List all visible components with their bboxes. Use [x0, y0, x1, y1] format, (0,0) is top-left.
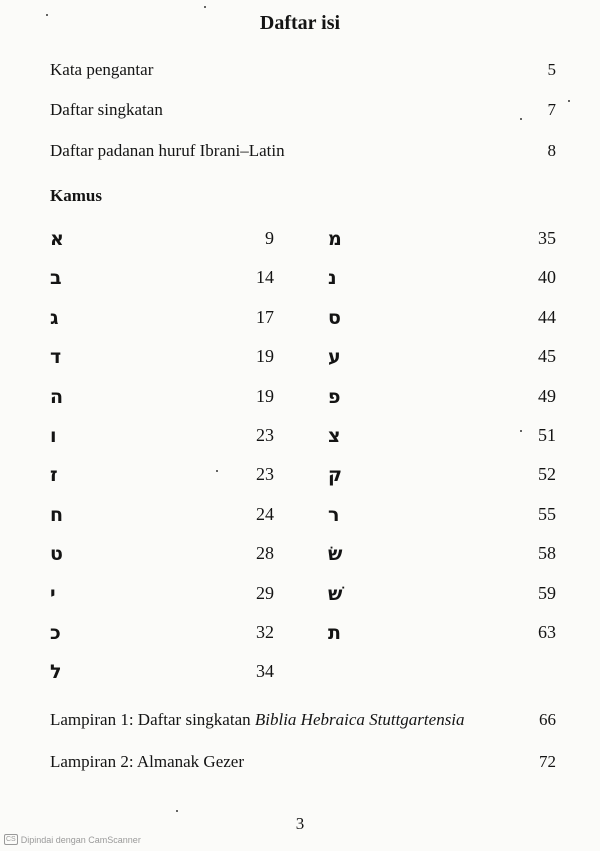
entry-page-number: 7 [547, 100, 556, 119]
kamus-row [0, 267, 600, 291]
letter-page-number: 24 [256, 503, 274, 524]
letter-page-number: 40 [538, 267, 556, 288]
kamus-row [0, 622, 600, 646]
scan-speck [520, 118, 522, 120]
kamus-row [0, 346, 600, 370]
kamus-row [0, 228, 600, 252]
kamus-row [0, 661, 600, 685]
entry-label [50, 710, 465, 730]
kamus-row [0, 307, 600, 331]
entry-page-number: 66 [539, 710, 556, 729]
letter-page-number: 58 [538, 543, 556, 564]
hebrew-letter: ס [328, 306, 341, 329]
scanner-watermark [4, 834, 141, 845]
hebrew-letter: ז [50, 464, 58, 487]
hebrew-letter: ת [328, 622, 341, 644]
letter-page-number: 17 [256, 306, 274, 327]
hebrew-letter: י [50, 582, 56, 605]
scan-speck [176, 810, 178, 812]
kamus-row [0, 504, 600, 528]
entry-page-number: 5 [547, 60, 556, 79]
kamus-row [0, 543, 600, 567]
hebrew-letter: ו [50, 425, 57, 447]
letter-page-number: 35 [538, 228, 556, 248]
kamus-heading: Kamus [50, 186, 102, 205]
scan-speck [46, 14, 48, 16]
hebrew-letter: ה [50, 385, 64, 408]
hebrew-letter: כ [50, 622, 61, 644]
letter-page-number: 49 [538, 385, 556, 406]
letter-page-number: 19 [256, 346, 274, 367]
letter-page-number: 51 [538, 425, 556, 445]
hebrew-letter: ד [50, 346, 62, 369]
camscanner-logo-icon: CS [6, 836, 16, 843]
letter-page-number: 59 [538, 582, 556, 603]
letter-page-number: 23 [256, 425, 274, 445]
entry-label-text: Lampiran 1: Daftar singkatan [50, 710, 255, 729]
letter-page-number: 32 [256, 622, 274, 642]
hebrew-letter: ק [328, 464, 342, 487]
entry-label-italic: Biblia Hebraica Stuttgartensia [254, 710, 465, 729]
entry-page-number: 8 [547, 141, 556, 160]
entry-label [50, 752, 244, 772]
hebrew-letter: ג [50, 306, 59, 329]
hebrew-letter: פ [328, 385, 341, 408]
hebrew-letter: מ [328, 228, 342, 250]
kamus-row [0, 425, 600, 449]
entry-label: Daftar singkatan [50, 100, 163, 119]
hebrew-letter: שׁ [328, 582, 343, 605]
letter-page-number: 45 [538, 346, 556, 367]
letter-page-number: 28 [256, 543, 274, 564]
page-number: 3 [295, 814, 305, 833]
entry-label: Daftar padanan huruf Ibrani–Latin [50, 141, 285, 160]
hebrew-letter: ט [50, 543, 63, 566]
letter-page-number: 63 [538, 622, 556, 642]
hebrew-letter: שׂ [328, 543, 343, 566]
letter-page-number: 34 [256, 661, 274, 682]
kamus-row [0, 386, 600, 410]
hebrew-letter: ר [328, 503, 340, 526]
letter-page-number: 9 [265, 228, 274, 248]
hebrew-letter: ע [328, 346, 341, 369]
entry-label-text: Lampiran 2: Almanak Gezer [50, 752, 245, 771]
entry-label: Kata pengantar [50, 60, 154, 79]
kamus-row [0, 583, 600, 607]
hebrew-letter: ל [50, 661, 62, 684]
kamus-row [0, 464, 600, 488]
entry-page-number: 72 [539, 752, 556, 771]
letter-page-number: 14 [256, 267, 274, 288]
letter-page-number: 52 [538, 464, 556, 485]
letter-page-number: 29 [256, 582, 274, 603]
scan-speck [568, 100, 570, 102]
scan-speck [216, 470, 218, 472]
watermark-text: Dipindai dengan CamScanner [20, 834, 141, 845]
scan-speck [204, 6, 206, 8]
page-title: Daftar isi [259, 12, 341, 34]
hebrew-letter: ב [50, 267, 62, 290]
letter-page-number: 19 [256, 385, 274, 406]
scan-speck [520, 430, 522, 432]
letter-page-number: 23 [256, 464, 274, 485]
hebrew-letter: א [50, 228, 64, 250]
hebrew-letter: נ [328, 267, 337, 290]
hebrew-letter: ח [50, 503, 64, 526]
letter-page-number: 44 [538, 306, 556, 327]
letter-page-number: 55 [538, 503, 556, 524]
hebrew-letter: צ [328, 425, 341, 447]
